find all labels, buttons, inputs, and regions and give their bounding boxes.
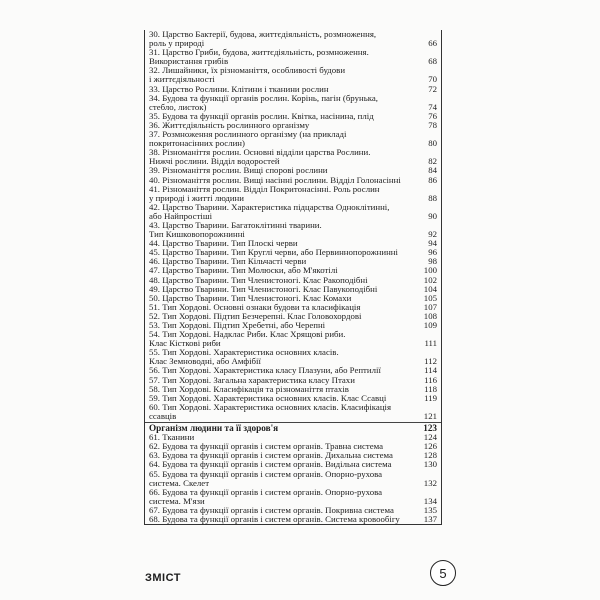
toc-entry-text: 67. Будова та функції органів і систем органів. Покривна система (149, 504, 394, 515)
toc-page-number: 130 (423, 459, 437, 470)
toc-page-number: 98 (428, 256, 437, 267)
toc-page-number: 96 (428, 247, 437, 258)
table-of-contents (144, 30, 442, 525)
toc-page-number: 88 (428, 192, 437, 203)
toc-entry-text: 52. Тип Хордові. Підтип Безчерепні. Клас Головохордові (149, 310, 362, 321)
toc-entry-text: 47. Царство Тварини. Тип Молюски, або М'якотілі (149, 265, 338, 276)
toc-entry-text: 54. Тип Хордові. Надклас Риби. Клас Хрящові риби. (149, 329, 346, 340)
toc-entry-text: покритонасінних рослин) (149, 138, 245, 149)
toc-entry-text: 51. Тип Хордові. Основні ознаки будови та класифікація (149, 301, 361, 312)
toc-entry-text: Організм людини та її здоров'я (149, 423, 279, 434)
toc-page-number: 100 (423, 265, 437, 276)
toc-entry-text: 33. Царство Рослини. Клітини і тканини рослин (149, 83, 329, 94)
toc-entry-text: Клас Земноводні, або Амфібії (149, 356, 261, 367)
toc-page-number: 82 (428, 156, 437, 167)
toc-page-number: 137 (423, 513, 437, 524)
toc-page-number: 70 (428, 74, 437, 85)
toc-entry-text: система. Скелет (149, 477, 210, 488)
toc-entry-text: 44. Царство Тварини. Тип Плоскі черви (149, 238, 298, 249)
toc-entry-text: роль у природі (149, 38, 205, 49)
toc-entry-text: стебло, листок) (149, 101, 207, 112)
toc-entry-text: Клас Кісткові риби (149, 338, 221, 349)
toc-entry-text: 50. Царство Тварини. Тип Членистоногі. Клас Комахи (149, 292, 352, 303)
toc-page-number: 104 (423, 283, 437, 294)
toc-entry-text: 65. Будова та функції органів і систем органів. Опорно-рухова (149, 468, 383, 479)
toc-entry (145, 412, 441, 421)
toc-page-number: 118 (424, 383, 437, 394)
toc-page-number: 68 (428, 56, 437, 67)
toc-entry-text: і життєдіяльності (149, 74, 215, 85)
toc-entry (145, 403, 441, 412)
toc-entry-text: 49. Царство Тварини. Тип Членистоногі. Клас Павукоподібні (149, 283, 378, 294)
toc-entry-text: 31. Царство Гриби, будова, життєдіяльність, розмноження. (149, 47, 369, 58)
toc-entry-text: 63. Будова та функції органів і систем органів. Дихальна система (149, 450, 393, 461)
toc-page-number: 114 (424, 365, 437, 376)
toc-entry-text: 48. Царство Тварини. Тип Членистоногі. Клас Ракоподібні (149, 274, 368, 285)
toc-entry-text: Використання грибів (149, 56, 229, 67)
toc-page-number: 107 (423, 301, 437, 312)
toc-entry-text: 37. Розмноження рослинного організму (на прикладі (149, 129, 347, 140)
toc-page-number: 121 (423, 410, 437, 421)
toc-page-number: 76 (428, 110, 437, 121)
toc-page-number: 128 (423, 450, 437, 461)
toc-page-number: 134 (423, 495, 437, 506)
toc-page-number: 135 (423, 504, 437, 515)
toc-entry-text: 60. Тип Хордові. Характеристика основних класів. Класифікація (149, 401, 392, 412)
toc-entry-text: 53. Тип Хордові. Підтип Хребетні, або Черепні (149, 320, 326, 330)
footer-section-label: ЗМІСТ (145, 572, 181, 584)
toc-entry-text: 55. Тип Хордові. Характеристика основних класів. (149, 347, 339, 358)
toc-page-number: 80 (428, 138, 437, 149)
toc-entry-text: 68. Будова та функції органів і систем органів. Система кровообігу (149, 513, 400, 524)
toc-entry-text: 39. Різноманіття рослин. Вищі спорові рослини (149, 165, 328, 176)
toc-entry-text: 32. Лишайники, їх різноманіття, особливості будови (149, 65, 346, 76)
toc-entry-text: 41. Різноманіття рослин. Відділ Покритонасінні. Роль рослин (149, 183, 380, 194)
toc-entry-text: 42. Царство Тварини. Характеристика підцарства Одноклітинні, (149, 201, 390, 212)
toc-page-number: 74 (428, 101, 437, 112)
toc-entry-text: Нижчі рослини. Відділ водоростей (149, 156, 280, 167)
toc-page-number: 90 (428, 210, 437, 221)
toc-page-number: 112 (424, 356, 437, 367)
toc-page-number: 126 (423, 441, 437, 452)
toc-page-number: 132 (423, 477, 437, 488)
toc-page-number: 116 (424, 374, 437, 385)
toc-entry-text: 62. Будова та функції органів і систем органів. Травна система (149, 441, 384, 452)
toc-entry-text: система. М'язи (149, 495, 205, 506)
toc-entry-text: 35. Будова та функції органів рослин. Квітка, насінина, плід (149, 110, 374, 121)
toc-entry-text: 34. Будова та функції органів рослин. Корінь, пагін (брунька, (149, 92, 378, 103)
toc-entry (145, 515, 441, 524)
toc-page-number: 66 (428, 38, 437, 49)
toc-entry-text: 36. Життєдіяльність рослинного організму (149, 119, 310, 130)
toc-entry-text: у природі і житті людини (149, 192, 244, 203)
toc-page-number: 123 (423, 423, 437, 434)
toc-entry-text: 59. Тип Хордові. Характеристика основних класів. Клас Ссавці (149, 392, 387, 403)
toc-page-number: 102 (423, 274, 437, 285)
toc-page-number: 119 (424, 392, 437, 403)
toc-page-number: 84 (428, 165, 437, 176)
toc-page-number: 94 (428, 238, 437, 249)
toc-page-number: 105 (423, 292, 437, 303)
toc-entry-text: 40. Різноманіття рослин. Вищі насінні рослини. Відділ Голонасінні (149, 174, 401, 185)
toc-page-number: 86 (428, 174, 437, 185)
page-number-badge: 5 (430, 560, 456, 586)
toc-entry-text: 38. Різноманіття рослин. Основні відділи царства Рослини. (149, 147, 371, 158)
toc-entry-text: 61. Тканини (149, 432, 195, 443)
toc-page-number: 78 (428, 119, 437, 130)
toc-page-number: 72 (428, 83, 437, 94)
toc-entry-text: 57. Тип Хордові. Загальна характеристика класу Птахи (149, 374, 355, 385)
toc-page-number: 108 (423, 310, 437, 321)
toc-entry-text: 64. Будова та функції органів і систем органів. Видільна система (149, 459, 392, 470)
toc-entry-text: або Найпростіші (149, 210, 213, 221)
toc-entry-text: 66. Будова та функції органів і систем органів. Опорно-рухова (149, 486, 383, 497)
toc-entry-text: 45. Царство Тварини. Тип Круглі черви, або Первиннопорожнинні (149, 247, 398, 258)
toc-entry-text: 58. Тип Хордові. Класифікація та різноманіття птахів (149, 383, 349, 394)
toc-page-number: 92 (428, 229, 437, 240)
toc-page-number: 109 (423, 320, 437, 330)
toc-page-number: 111 (424, 338, 437, 349)
toc-entry-text: ссавців (149, 410, 177, 421)
toc-entry-text: 43. Царство Тварини. Багатоклітинні тварини. (149, 219, 322, 230)
toc-entry-text: Тип Кишковопорожнинні (149, 229, 245, 240)
toc-page-number: 124 (423, 432, 437, 443)
toc-entry-text: 46. Царство Тварини. Тип Кільчасті черви (149, 256, 307, 267)
toc-entry-text: 30. Царство Бактерії, будова, життєдіяльність, розмноження, (149, 29, 377, 39)
toc-entry-text: 56. Тип Хордові. Характеристика класу Плазуни, або Рептилії (149, 365, 381, 376)
